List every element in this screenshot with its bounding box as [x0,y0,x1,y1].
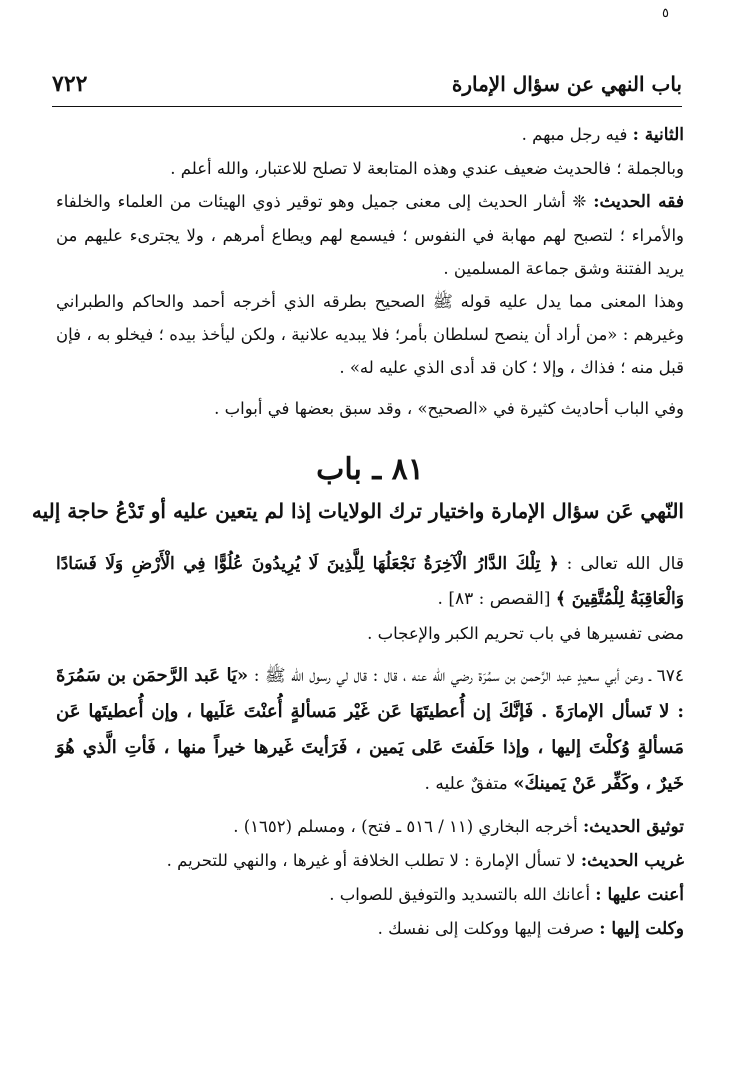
verse-commentary: مضى تفسيرها في باب تحريم الكبر والإعجاب . [367,624,684,643]
running-header [52,62,682,107]
hadith-paragraph: ٦٧٤ ـ وعن أبي سعيدٍ عبد الرَّحمن بن سمُرَة رضي الله عنه ، قال : قال لي رسول الله ﷺ : «يَا عَبد الرَّحمَن بن سَمُرَةَ : لا تَسأل الإمارَةَ . فَإنَّكَ إن أُعطيتَهَا عَن غَيْر مَسألةٍ أُعنْتَ عَلَيها ، وإن أُعطيتَها عَن مَسألةٍ وُكلْتَ إليها ، وإذا حَلَفتَ عَلى يَمين ، فَرَأيتَ غَيرها خيراً منها ، فَأتِ الَّذي هُوَ خَيرٌ ، وكَفِّر عَنْ يَمينكَ» متفقٌ عليه . [56,665,684,794]
page-body [31,118,684,946]
meaning-paragraph: وهذا المعنى مما يدل عليه قوله ﷺ الصحيح بطرقه الذي أخرجه أحمد والحاكم والطبراني وغيرهم : «من أراد أن ينصح لسلطان بأمر؛ فلا يبديه علانية ، ولكن ليأخذ بيده ؛ فيخلو به ، فإن قبل منه ؛ فذاك ، وإلا ؛ كان قد أدى الذي عليه له» . [56,292,684,377]
fiqh-paragraph: فقه الحديث: ❊ أشار الحديث إلى معنى جميل وهو توقير ذوي الهيئات من العلماء والخلفاء والأمراء ؛ لتصبح لهم مهابة في النفوس ؛ فيسمع لهم ويطاع أمرهم ، ولا يجترىء عليهم من يريد الفتنة وشق جماعة المسلمين . [56,192,684,278]
summary-paragraph: وبالجملة ؛ فالحديث ضعيف عندي وهذه المتابعة لا تصلح للاعتبار، والله أعلم . [170,159,684,178]
chapter-number: ٨١ ـ باب [316,452,424,487]
second-remark: الثانية : فيه رجل مبهم . [521,125,684,145]
header-title: باب النهي عن سؤال الإمارة [451,72,682,96]
quran-verse: ﴿ تِلْكَ الدَّارُ الْآخِرَةُ نَجْعَلُهَا لِلَّذِينَ لَا يُرِيدُونَ عُلُوًّا فِي الْأَرْضِ وَلَا فَسَادًا وَالْعَاقِبَةُ لِلْمُتَّقِينَ ﴾ [56,554,684,609]
verse-paragraph: قال الله تعالى : ﴿ تِلْكَ الدَّارُ الْآخِرَةُ نَجْعَلُهَا لِلَّذِينَ لَا يُرِيدُونَ عُلُوًّا فِي الْأَرْضِ وَلَا فَسَادًا وَالْعَاقِبَةُ لِلْمُتَّقِينَ ﴾ [القصص : ٨٣] . [56,554,684,609]
chapter-note: وفي الباب أحاديث كثيرة في «الصحيح» ، وقد سبق بعضها في أبواب . [214,399,684,418]
page-mark: ٥ [662,6,669,21]
note-takhrij: توثيق الحديث: أخرجه البخاري (١١ / ٥١٦ ـ فتح) ، ومسلم (١٦٥٢) . [233,817,684,837]
note-wukilta: وكلت إليها : صرفت إليها ووكلت إلى نفسك . [377,919,684,939]
note-gharib: غريب الحديث: لا تسأل الإمارة : لا تطلب الخلافة أو غيرها ، والنهي للتحريم . [166,851,684,871]
hadith-text: «يَا عَبد الرَّحمَن بن سَمُرَةَ : لا تَسأل الإمارَةَ . فَإنَّكَ إن أُعطيتَهَا عَن غَيْر مَسألةٍ أُعنْتَ عَلَيها ، وإن أُعطيتَها عَن مَسألةٍ وُكلْتَ إليها ، وإذا حَلَفتَ عَلى يَمين ، فَرَأيتَ غَيرها خيراً منها ، فَأتِ الَّذي هُوَ خَيرٌ ، وكَفِّر عَنْ يَمينكَ» [56,665,684,794]
note-aunta: أعنت عليها : أعانك الله بالتسديد والتوفيق للصواب . [329,885,684,905]
chapter-title: النّهي عَن سؤال الإمارة واختيار ترك الولايات إذا لم يتعين عليه أو تَدْعُ حاجة إليه [31,499,684,523]
page-number: ٧٢٢ [52,71,88,97]
